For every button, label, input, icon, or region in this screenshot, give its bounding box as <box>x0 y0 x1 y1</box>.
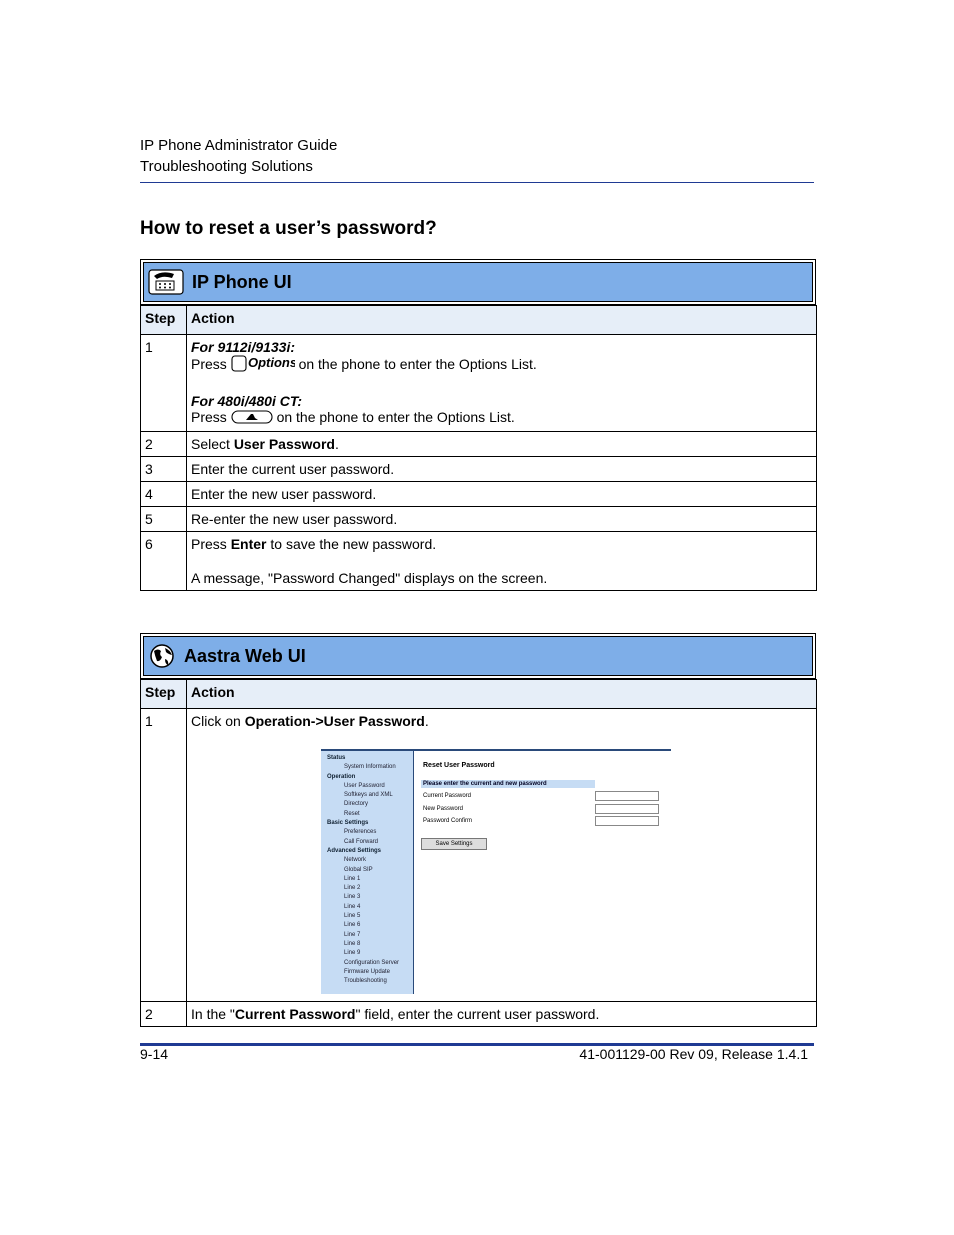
doc-reference: 41-001129-00 Rev 09, Release 1.4.1 <box>579 1046 808 1062</box>
nav-menu-item[interactable]: Directory <box>344 801 369 808</box>
action-text: " field, enter the current user password. <box>355 1006 600 1022</box>
step-number: 1 <box>141 709 187 1002</box>
nav-menu-item[interactable]: Troubleshooting <box>344 978 387 985</box>
step-number: 5 <box>141 506 187 531</box>
step-action: Enter the new user password. <box>187 481 817 506</box>
model-label: For 9112i/9133i: <box>191 339 296 355</box>
nav-menu-item[interactable]: Line 7 <box>344 931 361 938</box>
action-text: Press <box>191 409 227 425</box>
action-emphasis: Current Password <box>234 1006 356 1022</box>
section-title: How to reset a user’s password? <box>140 218 437 239</box>
panel-title: Reset User Password <box>423 762 495 769</box>
header-rule <box>140 182 814 183</box>
table-row <box>141 531 817 590</box>
nav-menu-item[interactable]: Line 3 <box>344 894 361 901</box>
web-ui-nav-menu <box>321 751 414 994</box>
options-key-icon <box>231 355 295 376</box>
action-emphasis: User Password <box>233 435 335 452</box>
step-number: 3 <box>141 456 187 481</box>
action-text: Select <box>191 435 234 452</box>
current-password-input[interactable] <box>595 791 659 801</box>
nav-menu-item[interactable]: Line 6 <box>344 922 361 929</box>
nav-menu-item[interactable]: Network <box>344 857 367 864</box>
save-settings-button[interactable]: Save Settings <box>421 838 487 850</box>
password-confirm-input[interactable] <box>595 816 659 826</box>
action-text: Press <box>191 356 227 373</box>
step-number: 6 <box>141 531 187 590</box>
action-text: In the " <box>191 1006 235 1022</box>
step-action <box>187 335 817 432</box>
ip-phone-ui-title: IP Phone UI <box>192 271 292 292</box>
step-number: 4 <box>141 481 187 506</box>
nav-menu-item[interactable]: Preferences <box>344 829 377 836</box>
action-text: . <box>424 713 429 729</box>
header-section-title: Troubleshooting Solutions <box>140 158 313 175</box>
current-password-label: Current Password <box>423 793 472 799</box>
nav-menu-item[interactable]: Line 8 <box>344 940 361 947</box>
step-number: 2 <box>141 431 187 456</box>
nav-menu-item[interactable]: Reset <box>344 810 360 817</box>
step-action <box>187 709 817 1002</box>
nav-section-heading[interactable]: Operation <box>327 773 356 780</box>
panel-instruction: Please enter the current and new password <box>421 780 595 788</box>
step-action <box>187 1002 817 1027</box>
col-action-header: Action <box>187 680 817 709</box>
table-row <box>141 456 817 481</box>
step-number: 2 <box>141 1002 187 1027</box>
reset-password-panel <box>421 751 671 991</box>
action-emphasis: Enter <box>230 535 267 552</box>
nav-menu-item[interactable]: Line 4 <box>344 903 361 910</box>
phone-icon <box>148 268 184 296</box>
col-step-header: Step <box>141 680 187 709</box>
globe-icon <box>148 642 176 670</box>
step-action <box>187 531 817 590</box>
page-number: 9-14 <box>140 1046 169 1062</box>
nav-menu-item[interactable]: Call Forward <box>344 838 379 845</box>
step-action: Re-enter the new user password. <box>187 506 817 531</box>
table-row <box>141 709 817 1002</box>
web-ui-screenshot <box>321 749 671 993</box>
action-text: on the phone to enter the Options List. <box>276 409 515 425</box>
col-step-header: Step <box>141 306 187 335</box>
options-button-icon <box>231 410 273 427</box>
nav-menu-item[interactable]: Line 9 <box>344 950 361 957</box>
table-row <box>141 1002 817 1027</box>
nav-menu-item[interactable]: System Information <box>344 764 396 771</box>
nav-section-heading[interactable]: Status <box>327 755 346 761</box>
action-note: A message, "Password Changed" displays on the screen. <box>191 569 548 586</box>
nav-menu-item[interactable]: Line 1 <box>344 875 361 882</box>
options-key-label: Options <box>247 355 295 370</box>
step-action: Enter the current user password. <box>187 456 817 481</box>
nav-menu-item[interactable]: Global SIP <box>344 866 373 873</box>
new-password-input[interactable] <box>595 804 659 814</box>
action-text: on the phone to enter the Options List. <box>298 356 537 373</box>
step-number: 1 <box>141 335 187 432</box>
web-ui-title: Aastra Web UI <box>184 645 306 666</box>
ip-phone-steps-table <box>140 305 817 591</box>
action-text: Click on <box>191 713 245 729</box>
table-row <box>141 481 817 506</box>
side-tab <box>96 250 140 550</box>
action-emphasis: Operation->User Password <box>244 713 425 729</box>
table-row <box>141 335 817 432</box>
nav-menu-item[interactable]: Firmware Update <box>344 968 391 975</box>
action-text: to save the new password. <box>266 535 437 552</box>
header-guide-title: IP Phone Administrator Guide <box>140 137 338 154</box>
action-text: Press <box>191 535 231 552</box>
model-label: For 480i/480i CT: <box>191 393 303 409</box>
ip-phone-ui-banner <box>140 259 816 305</box>
nav-menu-item[interactable]: User Password <box>344 782 385 789</box>
table-row <box>141 506 817 531</box>
nav-menu-item[interactable]: Configuration Server <box>344 959 400 966</box>
web-ui-banner <box>140 633 816 679</box>
new-password-label: New Password <box>423 806 464 812</box>
nav-menu-item[interactable]: Line 5 <box>344 913 361 920</box>
nav-menu-item[interactable]: Line 2 <box>344 885 361 892</box>
nav-section-heading[interactable]: Basic Settings <box>327 820 369 827</box>
table-row <box>141 431 817 456</box>
password-confirm-label: Password Confirm <box>423 818 473 824</box>
step-action <box>187 431 817 456</box>
nav-section-heading[interactable]: Advanced Settings <box>327 847 382 854</box>
web-ui-steps-table <box>140 679 817 1027</box>
action-text: . <box>334 435 339 452</box>
nav-menu-item[interactable]: Softkeys and XML <box>344 792 393 799</box>
col-action-header: Action <box>187 306 817 335</box>
